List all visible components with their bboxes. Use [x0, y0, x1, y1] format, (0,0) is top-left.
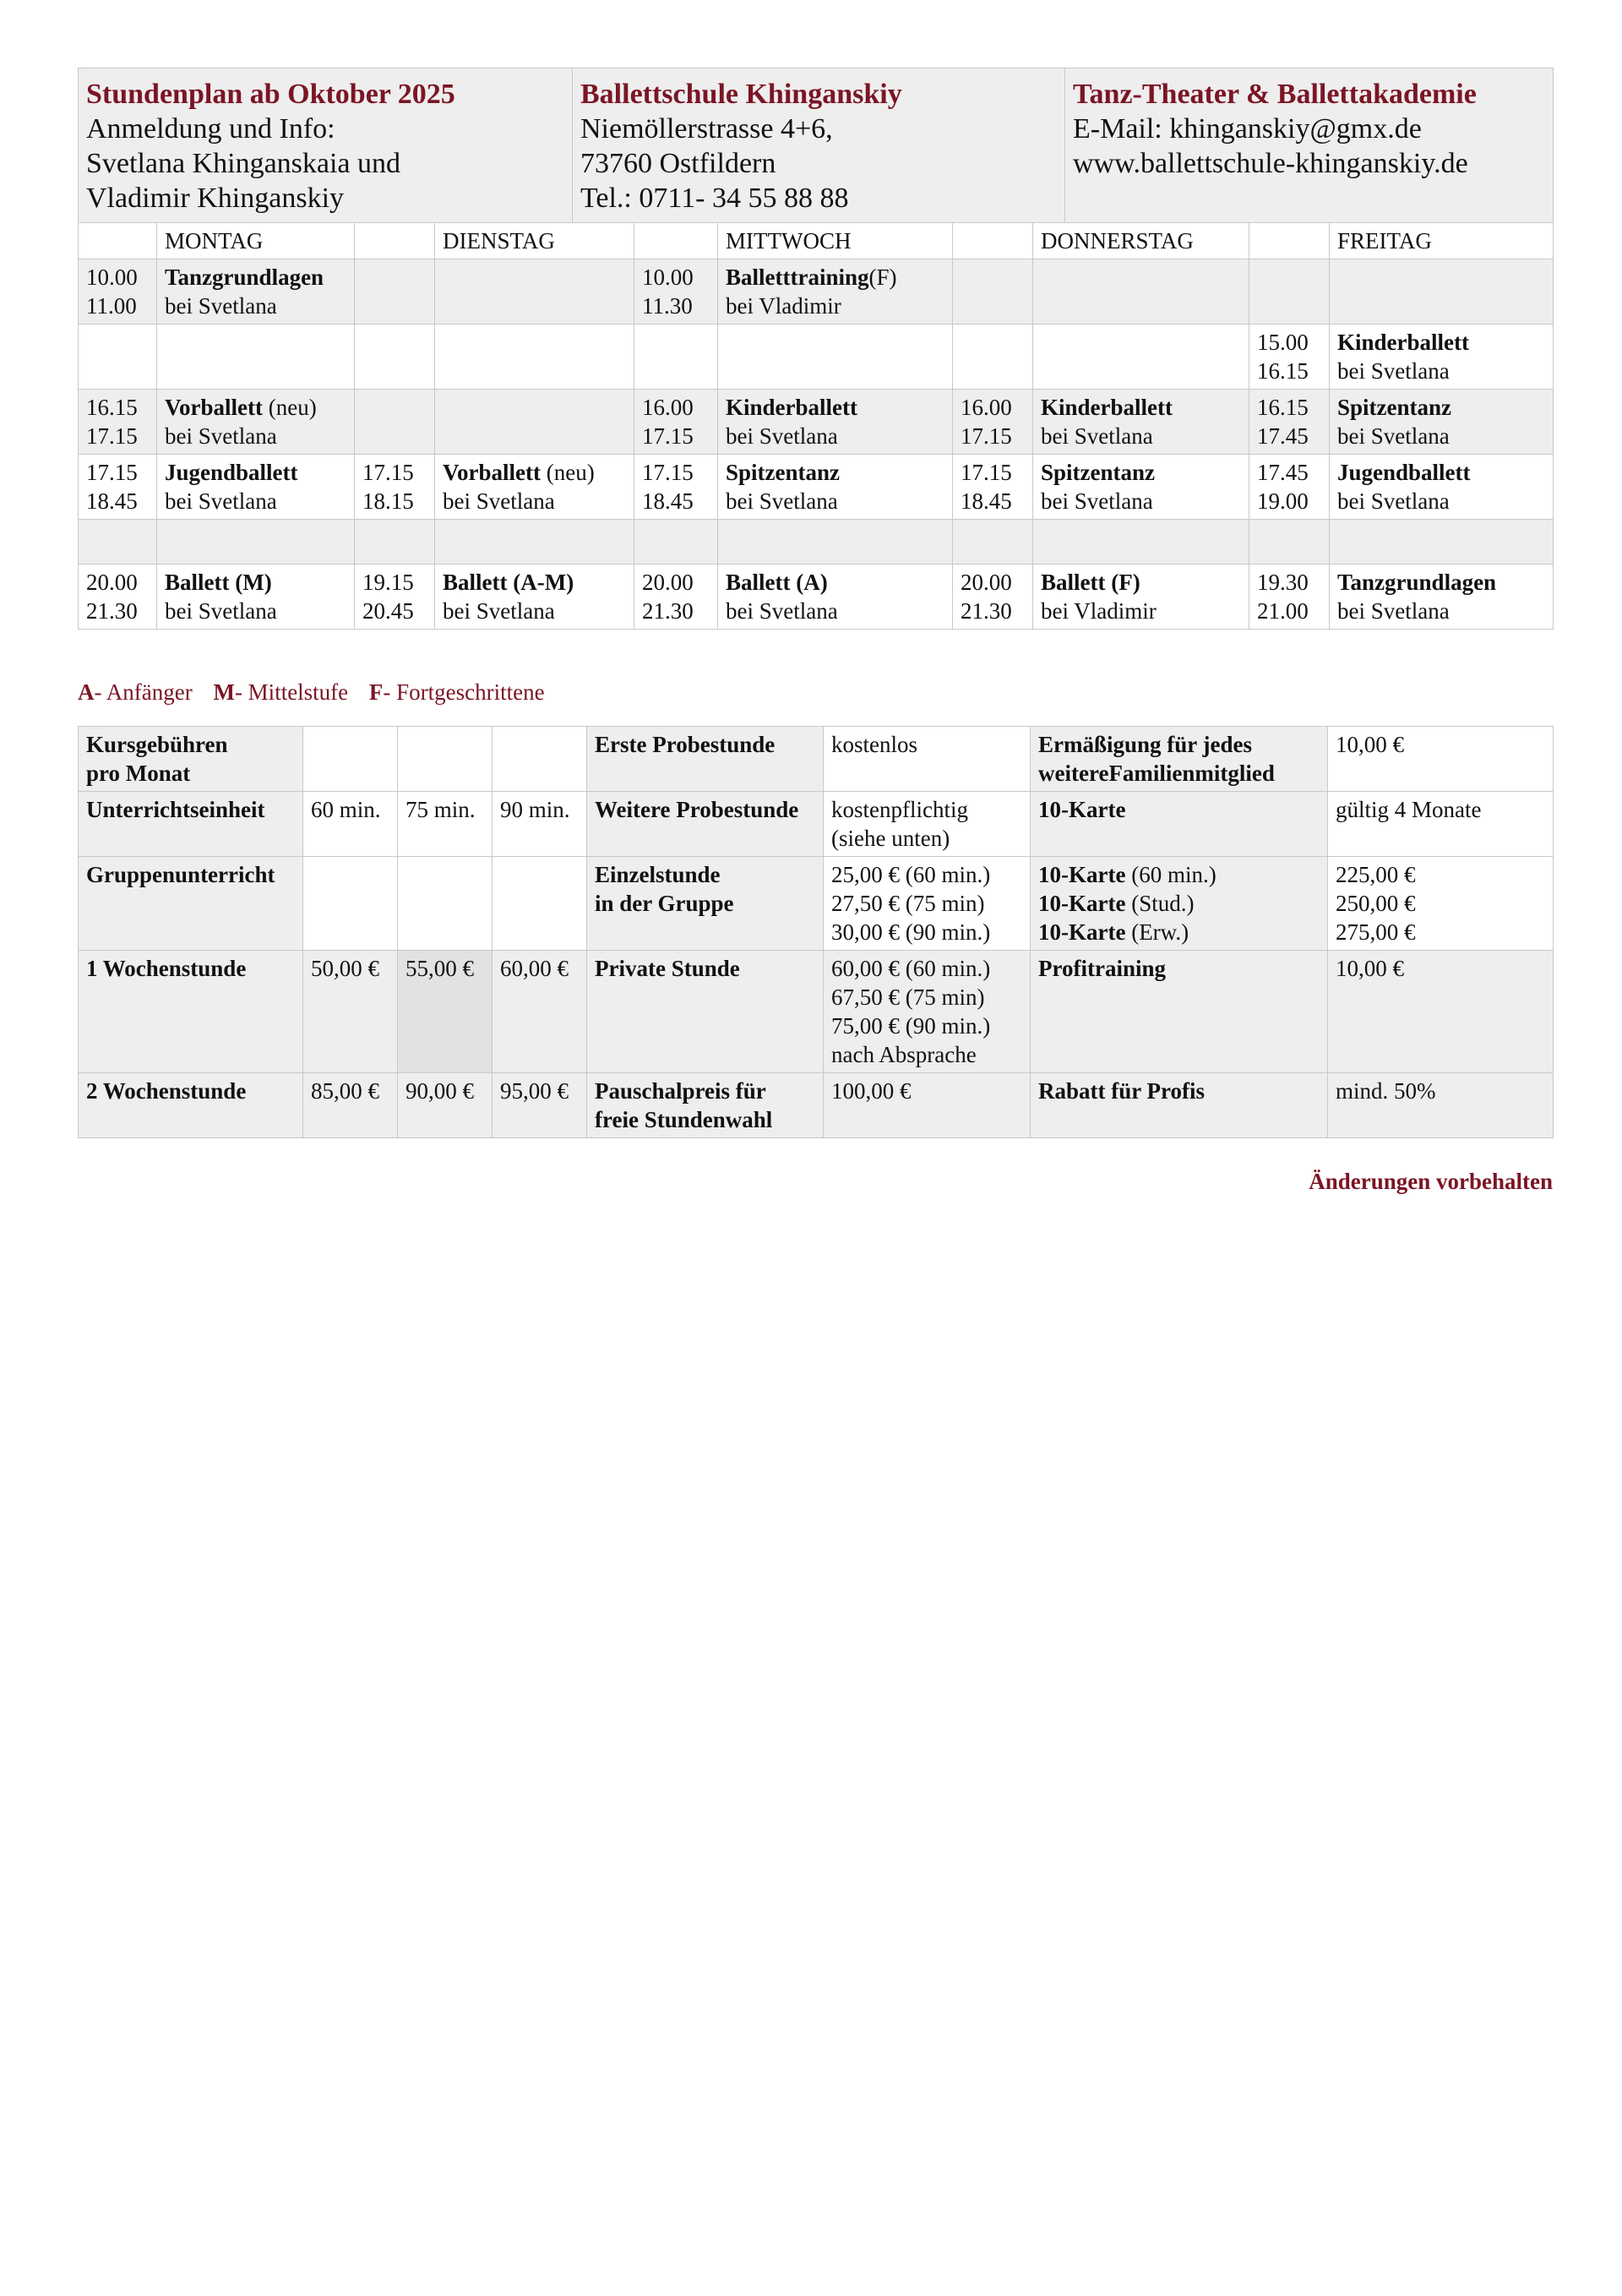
- fees-value: kostenpflichtig (siehe unten): [824, 792, 1031, 857]
- end-time: 21.30: [961, 598, 1012, 624]
- start-time: 17.15: [642, 460, 694, 485]
- course-name: Kinderballett: [1041, 395, 1173, 420]
- end-time: 17.15: [86, 423, 138, 449]
- legend-item: F- Fortgeschrittene: [368, 679, 545, 705]
- teacher-name: bei Svetlana: [1337, 423, 1450, 449]
- class-time: [1249, 259, 1330, 324]
- start-time: 10.00: [642, 265, 694, 290]
- schedule-table: [78, 222, 1554, 630]
- class-slot: [435, 455, 634, 520]
- course-note: (neu): [541, 460, 595, 485]
- class-time: [79, 564, 157, 630]
- fees-label: Pauschalpreis für freie Stundenwahl: [587, 1073, 824, 1138]
- day-wednesday: MITTWOCH: [718, 223, 953, 259]
- fees-value: 100,00 €: [824, 1073, 1031, 1138]
- class-time: [634, 564, 718, 630]
- fees-row: [79, 727, 1554, 792]
- class-time: [79, 390, 157, 455]
- class-slot: [1330, 520, 1554, 564]
- end-time: 18.45: [642, 488, 694, 514]
- fees-row: [79, 951, 1554, 1073]
- class-slot: [157, 564, 355, 630]
- start-time: 17.15: [362, 460, 414, 485]
- teacher-name: bei Svetlana: [1041, 423, 1153, 449]
- end-time: 18.15: [362, 488, 414, 514]
- fees-label: Unterrichtseinheit: [79, 792, 303, 857]
- end-time: 20.45: [362, 598, 414, 624]
- class-time: [953, 324, 1033, 390]
- class-time: [355, 564, 435, 630]
- class-time: [79, 259, 157, 324]
- class-slot: [718, 324, 953, 390]
- class-slot: [157, 259, 355, 324]
- class-slot: [1330, 564, 1554, 630]
- class-time: [634, 324, 718, 390]
- fees-table: [78, 726, 1554, 1138]
- course-name: Ballett (M): [165, 570, 272, 595]
- course-name: Jugendballett: [165, 460, 298, 485]
- course-name: Kinderballett: [726, 395, 857, 420]
- fees-value: 60,00 € (60 min.) 67,50 € (75 min) 75,00 € (90 min.) nach Absprache: [824, 951, 1031, 1073]
- course-note: (F): [868, 265, 897, 290]
- end-time: 11.30: [642, 293, 693, 319]
- end-time: 21.00: [1257, 598, 1309, 624]
- legend-item: A- Anfänger: [78, 679, 193, 705]
- teacher-name: bei Svetlana: [1041, 488, 1153, 514]
- fees-label: Weitere Probestunde: [587, 792, 824, 857]
- fees-row: [79, 1073, 1554, 1138]
- fees-value: 10,00 €: [1328, 727, 1554, 792]
- schedule-row: [79, 520, 1554, 564]
- teacher-name: bei Svetlana: [443, 598, 555, 624]
- class-slot: [718, 520, 953, 564]
- academy-name: Tanz-Theater & Ballettakademie: [1073, 79, 1477, 110]
- end-time: 17.45: [1257, 423, 1309, 449]
- course-name: Ballett (A-M): [443, 570, 574, 595]
- class-slot: [1033, 564, 1249, 630]
- class-slot: [1033, 520, 1249, 564]
- class-slot: [157, 455, 355, 520]
- class-slot: [1033, 324, 1249, 390]
- class-time: [1249, 564, 1330, 630]
- class-time: [953, 259, 1033, 324]
- start-time: 17.15: [961, 460, 1012, 485]
- start-time: 17.15: [86, 460, 138, 485]
- class-slot: [435, 324, 634, 390]
- class-slot: [157, 390, 355, 455]
- header-table: [78, 68, 1554, 223]
- start-time: 16.15: [86, 395, 138, 420]
- teacher-name: bei Svetlana: [726, 488, 838, 514]
- header-line: Niemöllerstrasse 4+6,: [580, 113, 833, 145]
- teacher-name: bei Svetlana: [726, 423, 838, 449]
- fees-duration: 60 min.: [303, 792, 398, 857]
- course-name: Kinderballett: [1337, 330, 1469, 355]
- email-address: E-Mail: khinganskiy@gmx.de: [1073, 113, 1422, 145]
- fees-price: 85,00 €: [303, 1073, 398, 1138]
- class-slot: [435, 390, 634, 455]
- start-time: 10.00: [86, 265, 138, 290]
- class-time: [634, 455, 718, 520]
- start-time: 16.15: [1257, 395, 1309, 420]
- class-time: [953, 564, 1033, 630]
- start-time: 17.45: [1257, 460, 1309, 485]
- day-header-row: [79, 223, 1554, 259]
- legend-item: M- Mittelstufe: [213, 679, 349, 705]
- class-slot: [435, 520, 634, 564]
- class-time: [79, 520, 157, 564]
- teacher-name: bei Vladimir: [726, 293, 841, 319]
- fees-label: 1 Wochenstunde: [79, 951, 303, 1073]
- course-name: Balletttraining: [726, 265, 869, 290]
- course-name: Tanzgrundlagen: [1337, 570, 1497, 595]
- start-time: 19.15: [362, 570, 414, 595]
- fees-duration: 90 min.: [493, 792, 587, 857]
- class-slot: [1033, 455, 1249, 520]
- teacher-name: bei Svetlana: [165, 423, 277, 449]
- start-time: 20.00: [961, 570, 1012, 595]
- course-name: Jugendballett: [1337, 460, 1471, 485]
- fees-price: 90,00 €: [398, 1073, 493, 1138]
- schedule-row: [79, 390, 1554, 455]
- class-time: [355, 520, 435, 564]
- fees-price: 95,00 €: [493, 1073, 587, 1138]
- fees-value: 10,00 €: [1328, 951, 1554, 1073]
- end-time: 17.15: [961, 423, 1012, 449]
- day-tuesday: DIENSTAG: [435, 223, 634, 259]
- teacher-name: bei Svetlana: [1337, 598, 1450, 624]
- fees-value: gültig 4 Monate: [1328, 792, 1554, 857]
- fees-label: 2 Wochenstunde: [79, 1073, 303, 1138]
- course-name: Ballett (F): [1041, 570, 1140, 595]
- website-url: www.ballettschule-khinganskiy.de: [1073, 148, 1468, 179]
- end-time: 18.45: [86, 488, 138, 514]
- class-time: [953, 455, 1033, 520]
- fees-price: 60,00 €: [493, 951, 587, 1073]
- teacher-name: bei Svetlana: [443, 488, 555, 514]
- level-legend: [78, 679, 560, 706]
- end-time: 18.45: [961, 488, 1012, 514]
- class-time: [953, 520, 1033, 564]
- class-time: [355, 390, 435, 455]
- class-time: [355, 455, 435, 520]
- class-slot: [435, 259, 634, 324]
- end-time: 11.00: [86, 293, 137, 319]
- course-name: Ballett (A): [726, 570, 828, 595]
- class-time: [953, 390, 1033, 455]
- teacher-name: bei Svetlana: [165, 293, 277, 319]
- header-contact-info: [1065, 68, 1554, 223]
- course-name: Spitzentanz: [1041, 460, 1155, 485]
- class-slot: [1033, 390, 1249, 455]
- start-time: 16.00: [961, 395, 1012, 420]
- teacher-name: bei Svetlana: [1337, 488, 1450, 514]
- changes-reserved-note: Änderungen vorbehalten: [1309, 1169, 1553, 1194]
- fees-label: Rabatt für Profis: [1031, 1073, 1328, 1138]
- schedule-title: Stundenplan ab Oktober 2025: [86, 79, 455, 110]
- course-name: Spitzentanz: [1337, 395, 1451, 420]
- teacher-name: bei Svetlana: [165, 598, 277, 624]
- header-line: Svetlana Khinganskaia und: [86, 148, 401, 179]
- class-slot: [718, 455, 953, 520]
- fees-value: kostenlos: [824, 727, 1031, 792]
- teacher-name: bei Svetlana: [1337, 358, 1450, 384]
- fees-duration: 75 min.: [398, 792, 493, 857]
- class-time: [355, 259, 435, 324]
- class-slot: [718, 259, 953, 324]
- end-time: 17.15: [642, 423, 694, 449]
- start-time: 20.00: [86, 570, 138, 595]
- fees-price: 55,00 €: [398, 951, 493, 1073]
- class-slot: [435, 564, 634, 630]
- end-time: 21.30: [642, 598, 694, 624]
- class-time: [634, 390, 718, 455]
- end-time: 21.30: [86, 598, 138, 624]
- phone-number: Tel.: 0711- 34 55 88 88: [580, 183, 849, 214]
- fees-row: [79, 857, 1554, 951]
- schedule-row: [79, 455, 1554, 520]
- course-name: Tanzgrundlagen: [165, 265, 324, 290]
- teacher-name: bei Svetlana: [165, 488, 277, 514]
- class-time: [1249, 390, 1330, 455]
- class-time: [355, 324, 435, 390]
- fees-value: mind. 50%: [1328, 1073, 1554, 1138]
- class-slot: [1330, 324, 1554, 390]
- fees-value: 225,00 € 250,00 € 275,00 €: [1328, 857, 1554, 951]
- header-line: Anmeldung und Info:: [86, 113, 335, 145]
- class-slot: [1330, 455, 1554, 520]
- school-name: Ballettschule Khinganskiy: [580, 79, 902, 110]
- header-line: Vladimir Khinganskiy: [86, 183, 345, 214]
- class-slot: [718, 390, 953, 455]
- course-name: Vorballett: [165, 395, 263, 420]
- class-time: [1249, 455, 1330, 520]
- fees-value: 25,00 € (60 min.) 27,50 € (75 min) 30,00 € (90 min.): [824, 857, 1031, 951]
- class-slot: [718, 564, 953, 630]
- header-school-info: [573, 68, 1065, 223]
- class-time: [1249, 324, 1330, 390]
- start-time: 16.00: [642, 395, 694, 420]
- fees-row: [79, 792, 1554, 857]
- fees-label: Erste Probestunde: [587, 727, 824, 792]
- schedule-row: [79, 324, 1554, 390]
- schedule-row: [79, 564, 1554, 630]
- header-schedule-info: [79, 68, 573, 223]
- start-time: 19.30: [1257, 570, 1309, 595]
- fees-label: Private Stunde: [587, 951, 824, 1073]
- fees-label: Ermäßigung für jedes weitereFamilienmitglied: [1031, 727, 1328, 792]
- fees-label: Gruppenunterricht: [79, 857, 303, 951]
- fees-label: 10-Karte (60 min.) 10-Karte (Stud.) 10-Karte (Erw.): [1031, 857, 1328, 951]
- class-slot: [1330, 390, 1554, 455]
- header-line: 73760 Ostfildern: [580, 148, 776, 179]
- end-time: 19.00: [1257, 488, 1309, 514]
- class-time: [79, 324, 157, 390]
- start-time: 15.00: [1257, 330, 1309, 355]
- day-thursday: DONNERSTAG: [1033, 223, 1249, 259]
- class-slot: [157, 520, 355, 564]
- class-slot: [157, 324, 355, 390]
- fees-label: Kursgebühren pro Monat: [79, 727, 303, 792]
- class-slot: [1330, 259, 1554, 324]
- class-time: [634, 520, 718, 564]
- course-name: Vorballett: [443, 460, 541, 485]
- end-time: 16.15: [1257, 358, 1309, 384]
- class-slot: [1033, 259, 1249, 324]
- class-time: [79, 455, 157, 520]
- course-name: Spitzentanz: [726, 460, 840, 485]
- fees-price: 50,00 €: [303, 951, 398, 1073]
- fees-label: 10-Karte: [1031, 792, 1328, 857]
- class-time: [634, 259, 718, 324]
- start-time: 20.00: [642, 570, 694, 595]
- day-monday: MONTAG: [157, 223, 355, 259]
- course-note: (neu): [263, 395, 317, 420]
- schedule-row: [79, 259, 1554, 324]
- day-friday: FREITAG: [1330, 223, 1554, 259]
- fees-label: Einzelstunde in der Gruppe: [587, 857, 824, 951]
- teacher-name: bei Vladimir: [1041, 598, 1157, 624]
- class-time: [1249, 520, 1330, 564]
- teacher-name: bei Svetlana: [726, 598, 838, 624]
- fees-label: Profitraining: [1031, 951, 1328, 1073]
